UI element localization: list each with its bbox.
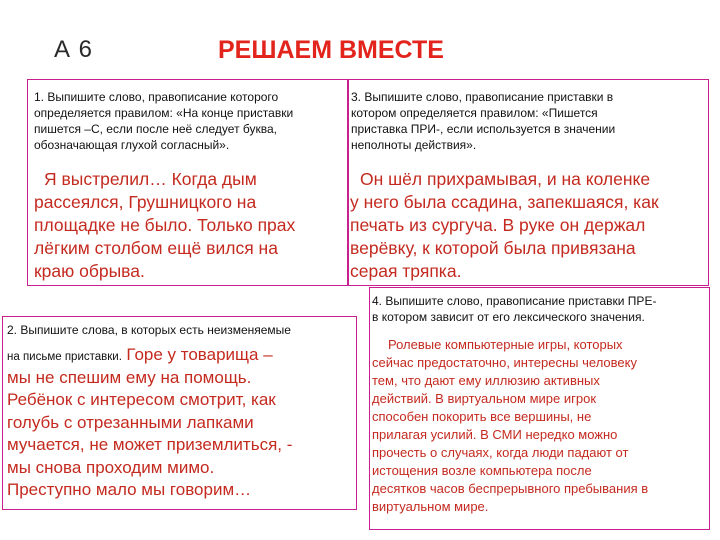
task1-passage-line: Я выстрелил… Когда дым	[44, 169, 257, 189]
task4-passage-line: действий. В виртуальном мире игрок	[372, 391, 597, 406]
task4-passage-line: сейчас предостаточно, интересны человеку	[372, 355, 637, 370]
task2-passage-line: Горе у товарища –	[126, 345, 273, 364]
task2-passage-line: мучается, не может приземлиться, -	[7, 435, 293, 454]
task3-question-line: 3. Выпишите слово, правописание приставки в	[351, 90, 614, 104]
task4-passage-line: Ролевые компьютерные игры, которых	[388, 337, 623, 352]
task3-question	[351, 89, 706, 153]
slide-code: А 6	[54, 36, 94, 63]
task3-passage-line: серая тряпка.	[350, 261, 462, 281]
task1-question-line: определяется правилом: «На конце приставки	[34, 106, 294, 120]
task4-question-line: 4. Выпишите слово, правописание приставки ПРЕ-	[372, 294, 657, 308]
task4-passage-line: прочесть о случаях, когда люди падают от	[372, 445, 629, 460]
task2-passage-line: Преступно мало мы говорим…	[7, 480, 252, 499]
task4-question-line: в котором зависит от его лексического значения.	[372, 310, 645, 324]
task4-passage-line: десятков часов беспрерывного пребывания в	[372, 481, 649, 496]
task4-passage-line: истощения возле компьютера после	[372, 463, 592, 478]
task3-question-line: приставка ПРИ-, если используется в значении	[351, 122, 616, 136]
task2-passage	[7, 367, 357, 502]
task1-question-line: обозначающая глухой согласный».	[34, 138, 230, 152]
task1-passage-line: лёгким столбом ещё вился на	[34, 238, 278, 258]
task2-passage-line: голубь с отрезанными лапками	[7, 412, 254, 432]
task3-passage-line: у него была ссадина, запекшаяся, как	[350, 192, 659, 212]
task2-question-line: 2. Выпишите слова, в которых есть неизменяемые	[7, 323, 291, 337]
task3-passage	[350, 168, 708, 283]
task1-passage-line: рассеялся, Грушницкого на	[34, 192, 257, 212]
task2-passage-line: мы не спешим ему на помощь.	[7, 367, 252, 387]
task2-passage-line: мы снова проходим мимо.	[7, 457, 215, 477]
task1-passage-line: краю обрыва.	[34, 261, 145, 281]
task3-question-line: неполноты действия».	[351, 138, 477, 152]
task2-question-line: на письме приставки.	[7, 351, 122, 363]
task1-question	[34, 89, 346, 153]
task1-passage	[34, 168, 346, 283]
task4-passage-line: прилагая усилий. В СМИ нередко можно	[372, 427, 618, 442]
task4-passage-line: тем, что дают ему иллюзию активных	[372, 373, 600, 388]
task4-passage-line: виртуальном мире.	[372, 499, 489, 514]
task2-content	[7, 322, 357, 502]
task2-passage-line: Ребёнок с интересом смотрит, как	[7, 390, 276, 409]
slide-title: РЕШАЕМ ВМЕСТЕ	[218, 36, 444, 64]
task3-question-line: котором определяется правилом: «Пишется	[351, 106, 598, 120]
task1-question-line: 1. Выпишите слово, правописание которого	[34, 90, 279, 104]
task1-passage-line: площадке не было. Только прах	[34, 215, 296, 235]
task1-question-line: пишется –С, если после неё следует буква,	[34, 122, 277, 136]
task4-passage-line: способен покорить все вершины, не	[372, 409, 592, 424]
task3-passage-line: печать из сургуча. В руке он держал	[350, 215, 646, 235]
task4-passage	[372, 336, 710, 516]
task3-passage-line: верёвку, к которой была привязана	[350, 238, 636, 258]
task3-passage-line: Он шёл прихрамывая, и на коленке	[360, 169, 651, 189]
task4-question	[372, 293, 708, 325]
